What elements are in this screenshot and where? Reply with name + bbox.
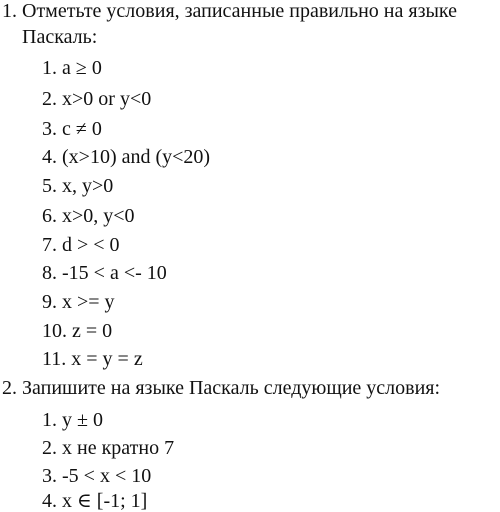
task2-item: 4. x ∈ [-1; 1]	[42, 490, 148, 512]
task1-item: 8. -15 < a <- 10	[42, 262, 167, 284]
task1-item: 3. c ≠ 0	[42, 118, 102, 140]
task1-item: 11. x = y = z	[42, 348, 143, 370]
task1-item: 9. x >= y	[42, 291, 115, 313]
task2-item: 3. -5 < x < 10	[42, 465, 152, 487]
task1-heading-line1: 1. Отметьте условия, записанные правильно на языке	[2, 0, 458, 22]
task2-heading: 2. Запишите на языке Паскаль следующие условия:	[2, 377, 441, 399]
task1-item: 2. x>0 or y<0	[42, 88, 152, 110]
task1-item: 10. z = 0	[42, 320, 113, 342]
task1-item: 5. x, y>0	[42, 175, 114, 197]
task1-item: 7. d > < 0	[42, 234, 120, 256]
task2-item: 2. x не кратно 7	[42, 437, 175, 459]
task1-item: 1. a ≥ 0	[42, 57, 102, 79]
task2-item: 1. y ± 0	[42, 409, 103, 431]
task1-heading-line2: Паскаль:	[22, 26, 98, 48]
task1-item: 4. (x>10) and (y<20)	[42, 146, 211, 168]
task1-item: 6. x>0, y<0	[42, 205, 135, 227]
